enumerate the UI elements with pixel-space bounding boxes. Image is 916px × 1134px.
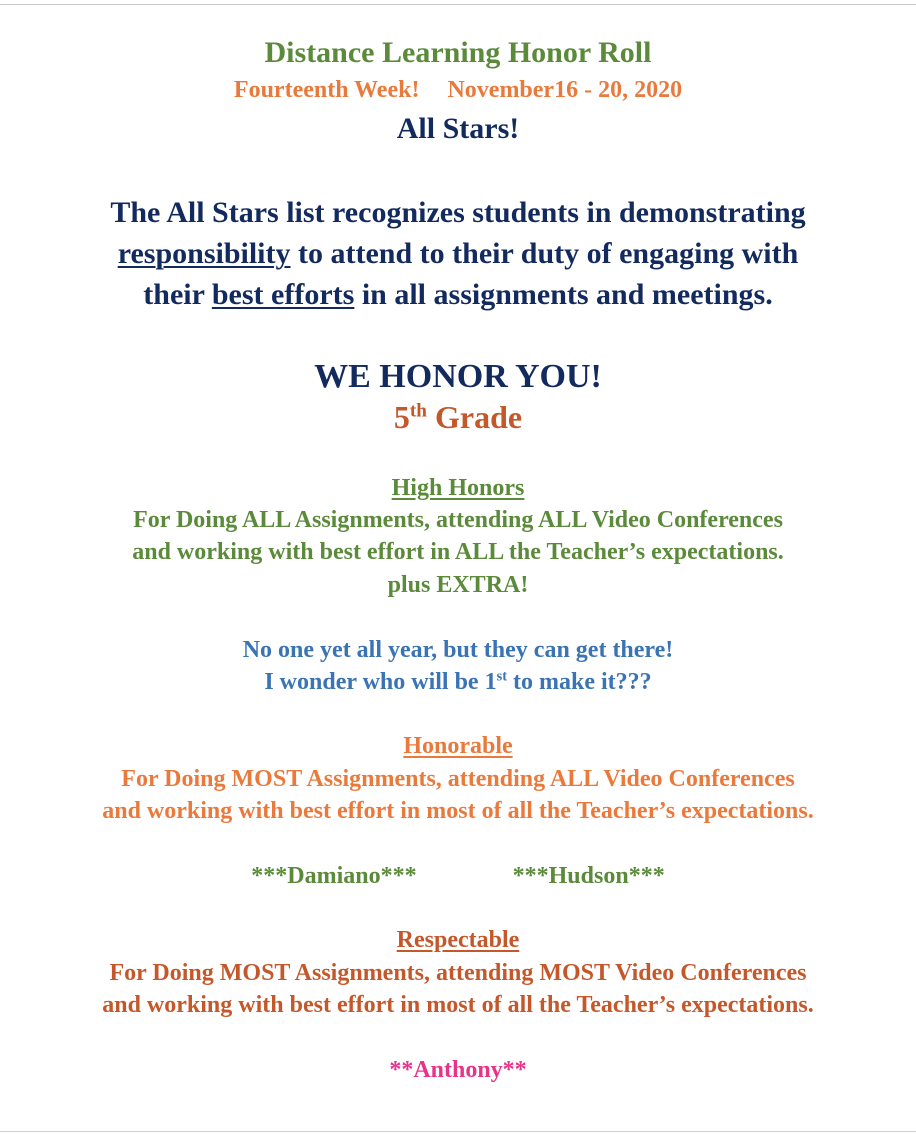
high-honors-desc-1: For Doing ALL Assignments, attending ALL Video Conferences (133, 507, 783, 533)
responsibility-text: responsibility (117, 237, 291, 270)
high-honors-desc-2: and working with best effort in ALL the Teacher’s expectations. (132, 539, 784, 565)
grade-heading (0, 399, 916, 436)
honor-heading: WE HONOR YOU! (314, 358, 602, 395)
respectable-names (0, 1057, 916, 1084)
respectable-heading: Respectable (396, 927, 520, 953)
note-2-post: to make it??? (507, 669, 652, 695)
honorable-names (0, 863, 916, 890)
student-name: **Anthony** (389, 1057, 527, 1083)
page-title: Distance Learning Honor Roll (264, 36, 652, 69)
page-bottom-border (0, 1131, 916, 1132)
subtitle: All Stars! (396, 112, 520, 145)
best-efforts-text: best efforts (211, 278, 355, 311)
week-line (0, 77, 916, 104)
week-label: Fourteenth Week! (233, 77, 420, 103)
high-honors-heading: High Honors (391, 475, 525, 501)
intro-line-3-pre: their (143, 278, 212, 311)
honorable-heading: Honorable (403, 733, 513, 759)
honorable-desc-2: and working with best effort in most of all the Teacher’s expectations. (102, 798, 814, 824)
intro-line-1: The All Stars list recognizes students in demonstrating (110, 196, 806, 229)
intro-line-3-rest: in all assignments and meetings. (354, 278, 773, 311)
student-name: ***Hudson*** (512, 863, 665, 889)
intro-line-3 (0, 278, 916, 312)
grade-suffix: th (409, 400, 427, 422)
note-2-pre: I wonder who will be 1 (264, 669, 497, 695)
page-top-border (0, 4, 916, 5)
date-range: November16 - 20, 2020 (447, 77, 683, 103)
grade-word: Grade (426, 399, 523, 435)
intro-line-2-rest: to attend to their duty of engaging with (290, 237, 799, 270)
high-honors-desc-3: plus EXTRA! (387, 572, 529, 598)
honorable-desc-1: For Doing MOST Assignments, attending ALL Video Conferences (121, 766, 795, 792)
respectable-desc-1: For Doing MOST Assignments, attending MOST Video Conferences (109, 960, 807, 986)
high-honors-note-1: No one yet all year, but they can get there! (242, 637, 674, 663)
intro-line-2 (0, 237, 916, 271)
note-2-sup: st (496, 668, 507, 685)
high-honors-note-2 (0, 669, 916, 696)
grade-number: 5 (393, 399, 410, 435)
student-name: ***Damiano*** (251, 863, 417, 889)
respectable-desc-2: and working with best effort in most of all the Teacher’s expectations. (102, 992, 814, 1018)
